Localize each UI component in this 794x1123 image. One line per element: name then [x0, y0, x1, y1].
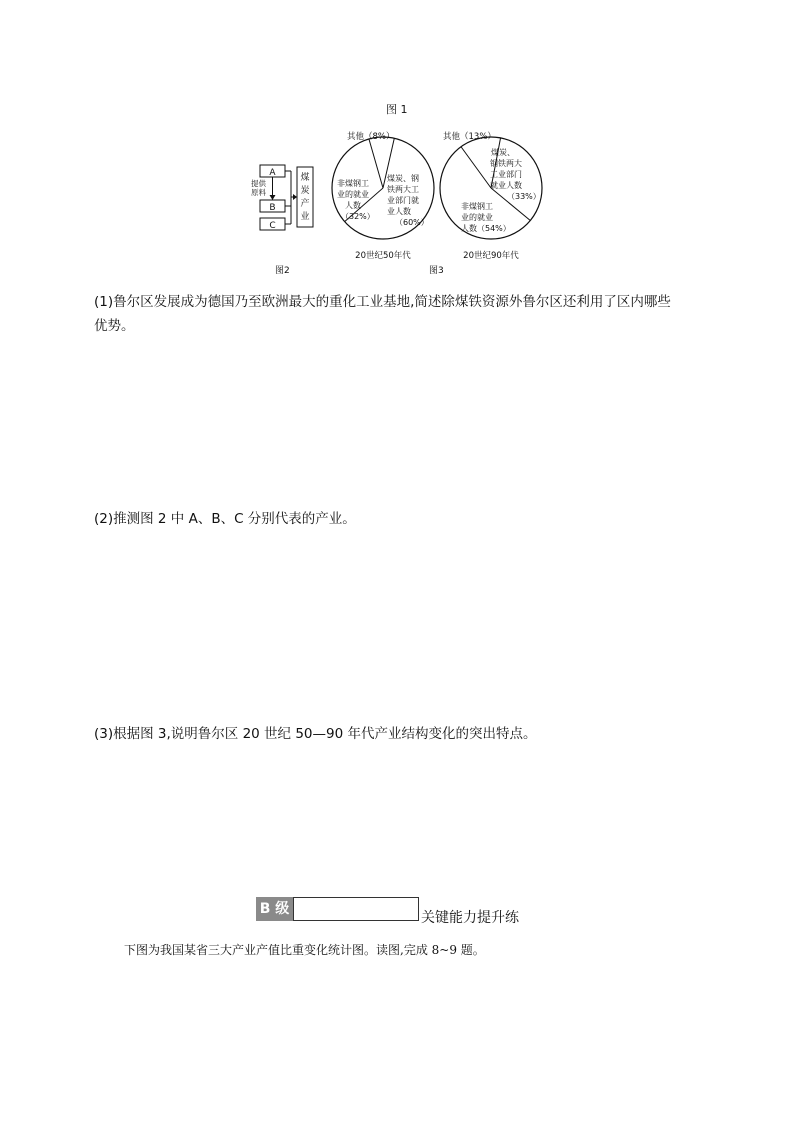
question-1-line-1: (1)鲁尔区发展成为德国乃至欧洲最大的重化工业基地,简述除煤铁资源外鲁尔区还利用了区内哪些 — [94, 294, 671, 310]
arrow-down-icon — [270, 195, 276, 200]
section-b-intro: 下图为我国某省三大产业产值比重变化统计图。读图,完成 8~9 题。 — [124, 943, 485, 957]
pie-1990s-noncoal-line-1: 非煤钢工 — [461, 202, 493, 211]
coal-char-2: 炭 — [300, 186, 310, 196]
level-b-badge: B 级 — [256, 897, 293, 921]
pie-1950s-noncoal-line-2: 业的就业 — [337, 190, 369, 199]
question-3: (3)根据图 3,说明鲁尔区 20 世纪 50—90 年代产业结构变化的突出特点。 — [94, 726, 537, 742]
pie-1990s-period: 20世纪90年代 — [463, 251, 519, 261]
provide-label-1: 提供 — [251, 179, 266, 188]
question-1 — [94, 290, 704, 338]
arrow-right-icon — [293, 194, 297, 200]
level-b-frame — [293, 897, 419, 921]
figure-2-3 — [245, 125, 555, 275]
pie-1950s-period: 20世纪50年代 — [355, 251, 411, 261]
coal-char-1: 煤 — [300, 173, 310, 183]
pie-1990s-noncoal-line-3: 人数（54%） — [461, 224, 511, 233]
pie-1990s-noncoal-line-2: 业的就业 — [461, 213, 493, 222]
figure-3-caption: 图3 — [429, 266, 444, 275]
pie-1950s-divider-1 — [369, 139, 383, 188]
pie-1990s-coal-line-4: 就业人数 — [490, 181, 522, 190]
pie-1950s-coal-line-2: 铁两大工 — [387, 185, 419, 194]
pie-1950s-noncoal-line-3: 人数 — [345, 201, 361, 210]
pie-1950s-coal-line-5: （60%） — [395, 218, 429, 227]
coal-char-4: 业 — [300, 212, 310, 222]
pie-1950s-noncoal-line-4: （32%） — [341, 212, 375, 221]
pie-1950s-coal-line-1: 煤炭、钢 — [387, 174, 419, 183]
question-1-line-2: 优势。 — [94, 318, 135, 334]
pie-1950s-coal-line-4: 业人数 — [387, 207, 411, 216]
provide-label-2: 原料 — [251, 188, 266, 197]
box-c-label: C — [269, 221, 276, 231]
figure-1-title: 图 1 — [386, 103, 408, 116]
pie-1990s-coal-line-1: 煤炭、 — [491, 148, 515, 157]
question-2: (2)推测图 2 中 A、B、C 分别代表的产业。 — [94, 511, 356, 527]
pie-1990s-divider-1 — [461, 147, 491, 188]
pie-1990s-other-label: 其他（13%） — [443, 132, 496, 142]
box-b-label: B — [269, 203, 276, 213]
pie-1950s-noncoal-line-1: 非煤钢工 — [337, 179, 369, 188]
pie-1950s-coal-line-3: 业部门就 — [387, 196, 419, 205]
box-a-label: A — [269, 168, 276, 178]
coal-char-3: 产 — [300, 199, 310, 209]
pie-1990s-coal-line-2: 钢铁两大 — [490, 159, 522, 168]
pie-1990s-coal-line-3: 工业部门 — [490, 170, 522, 179]
figure-2-caption: 图2 — [275, 266, 290, 275]
section-b-title: 关键能力提升练 — [421, 910, 519, 926]
pie-1990s-coal-line-5: （33%） — [507, 192, 541, 201]
pie-1950s-other-label: 其他（8%） — [347, 132, 395, 142]
